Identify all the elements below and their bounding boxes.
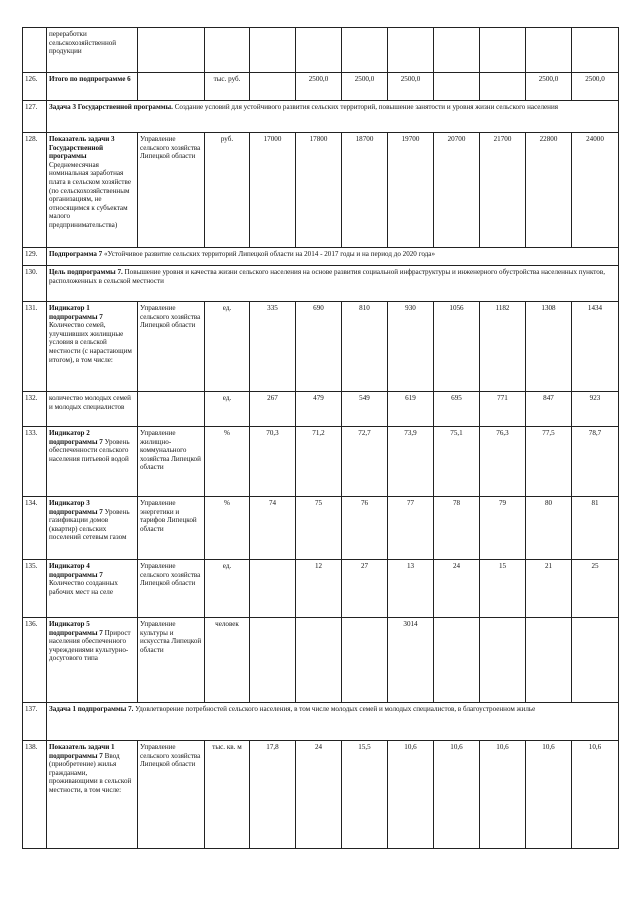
year-value: 923: [572, 392, 619, 427]
year-value: [342, 28, 388, 73]
indicator-title: Итого по подпрограмме 6: [49, 75, 131, 83]
section-heading: [47, 703, 619, 741]
year-value: 10,6: [572, 741, 619, 849]
year-value: 24: [296, 741, 342, 849]
indicator-name: [47, 392, 138, 427]
unit-of-measure: тыс. кв. м: [205, 741, 250, 849]
year-value: 810: [342, 302, 388, 392]
year-value: 77,5: [526, 427, 572, 497]
year-value: 2500,0: [572, 73, 619, 101]
table-row: [23, 73, 619, 101]
responsible-body: Управление культуры и искусства Липецкой области: [138, 618, 205, 703]
year-value: 24: [434, 560, 480, 618]
table-row: [23, 560, 619, 618]
year-value: [250, 28, 296, 73]
year-value: 2500,0: [342, 73, 388, 101]
year-value: [480, 73, 526, 101]
year-value: 1182: [480, 302, 526, 392]
year-value: [572, 618, 619, 703]
year-value: 479: [296, 392, 342, 427]
responsible-body: Управление сельского хозяйства Липецкой области: [138, 560, 205, 618]
year-value: 21: [526, 560, 572, 618]
year-value: 20700: [434, 133, 480, 248]
year-value: [572, 28, 619, 73]
section-heading-text: Удовлетворение потребностей сельского населения, в том числе молодых семей и молодых специалистов, в благоустроенном жилье: [133, 705, 536, 713]
year-value: 15: [480, 560, 526, 618]
year-value: 70,3: [250, 427, 296, 497]
row-number: 136.: [23, 618, 47, 703]
year-value: 71,2: [296, 427, 342, 497]
year-value: 78: [434, 497, 480, 560]
row-number: 133.: [23, 427, 47, 497]
year-value: 80: [526, 497, 572, 560]
responsible-body: Управление энергетики и тарифов Липецкой области: [138, 497, 205, 560]
year-value: 78,7: [572, 427, 619, 497]
responsible-body: [138, 28, 205, 73]
year-value: [388, 28, 434, 73]
indicator-name: [47, 497, 138, 560]
year-value: 76: [342, 497, 388, 560]
year-value: [342, 618, 388, 703]
indicator-title: Индикатор 4 подпрограммы 7: [49, 562, 103, 579]
responsible-body: Управление сельского хозяйства Липецкой области: [138, 741, 205, 849]
year-value: 619: [388, 392, 434, 427]
section-heading-bold: Цель подпрограммы 7.: [49, 268, 123, 276]
indicator-title: Индикатор 2 подпрограммы 7: [49, 429, 103, 446]
year-value: 695: [434, 392, 480, 427]
year-value: 24000: [572, 133, 619, 248]
indicator-name: [47, 560, 138, 618]
indicator-name: [47, 302, 138, 392]
row-number: 127.: [23, 101, 47, 133]
year-value: [250, 73, 296, 101]
table-row: [23, 28, 619, 73]
row-number: 135.: [23, 560, 47, 618]
year-value: [250, 618, 296, 703]
year-value: 15,5: [342, 741, 388, 849]
row-number: 132.: [23, 392, 47, 427]
year-value: 267: [250, 392, 296, 427]
year-value: 690: [296, 302, 342, 392]
row-number: 138.: [23, 741, 47, 849]
unit-of-measure: человек: [205, 618, 250, 703]
indicator-title: Показатель задачи 1 подпрограммы 7: [49, 743, 115, 760]
indicator-name: [47, 133, 138, 248]
year-value: 549: [342, 392, 388, 427]
row-number: 128.: [23, 133, 47, 248]
year-value: 13: [388, 560, 434, 618]
unit-of-measure: ед.: [205, 560, 250, 618]
year-value: 21700: [480, 133, 526, 248]
table-row: [23, 741, 619, 849]
year-value: 10,6: [526, 741, 572, 849]
year-value: 75,1: [434, 427, 480, 497]
year-value: 1308: [526, 302, 572, 392]
unit-of-measure: %: [205, 427, 250, 497]
year-value: [434, 618, 480, 703]
table-row: [23, 248, 619, 266]
year-value: 1434: [572, 302, 619, 392]
year-value: 72,7: [342, 427, 388, 497]
indicator-name: [47, 73, 138, 101]
responsible-body: Управление жилищно-коммунального хозяйства Липецкой области: [138, 427, 205, 497]
responsible-body: Управление сельского хозяйства Липецкой области: [138, 133, 205, 248]
row-number: 137.: [23, 703, 47, 741]
responsible-body: Управление сельского хозяйства Липецкой области: [138, 302, 205, 392]
section-heading-text: «Устойчивое развитие сельских территорий Липецкой области на 2014 - 2017 годы и на период до 2020 года»: [102, 250, 435, 258]
year-value: 2500,0: [296, 73, 342, 101]
table-row: [23, 427, 619, 497]
table-row: [23, 392, 619, 427]
year-value: [526, 618, 572, 703]
year-value: [434, 28, 480, 73]
unit-of-measure: ед.: [205, 302, 250, 392]
table-row: [23, 618, 619, 703]
year-value: 930: [388, 302, 434, 392]
year-value: 12: [296, 560, 342, 618]
section-heading: [47, 266, 619, 302]
year-value: 19700: [388, 133, 434, 248]
unit-of-measure: %: [205, 497, 250, 560]
indicator-name: [47, 28, 138, 73]
year-value: [296, 28, 342, 73]
year-value: 10,6: [480, 741, 526, 849]
year-value: 77: [388, 497, 434, 560]
unit-of-measure: тыс. руб.: [205, 73, 250, 101]
section-heading-bold: Задача 1 подпрограммы 7.: [49, 705, 134, 713]
year-value: [296, 618, 342, 703]
indicators-table: [22, 27, 619, 849]
indicator-name: [47, 427, 138, 497]
year-value: [480, 28, 526, 73]
year-value: 3014: [388, 618, 434, 703]
table-row: [23, 302, 619, 392]
indicator-title: Индикатор 3 подпрограммы 7: [49, 499, 103, 516]
year-value: 2500,0: [388, 73, 434, 101]
row-number: [23, 28, 47, 73]
table-row: [23, 497, 619, 560]
year-value: 75: [296, 497, 342, 560]
indicator-description: Прирост населения обеспеченного учреждениями культурно-досугового типа: [49, 628, 131, 663]
year-value: 25: [572, 560, 619, 618]
table-row: [23, 133, 619, 248]
year-value: 27: [342, 560, 388, 618]
year-value: 73,9: [388, 427, 434, 497]
year-value: 74: [250, 497, 296, 560]
indicator-name: [47, 741, 138, 849]
row-number: 126.: [23, 73, 47, 101]
section-heading: [47, 248, 619, 266]
year-value: 10,6: [388, 741, 434, 849]
year-value: 81: [572, 497, 619, 560]
year-value: [250, 560, 296, 618]
indicator-title: Показатель задачи 3 Государственной программы: [49, 135, 115, 161]
indicator-description: Количество созданных рабочих мест на селе: [49, 579, 118, 596]
unit-of-measure: ед.: [205, 392, 250, 427]
year-value: 79: [480, 497, 526, 560]
table-row: [23, 703, 619, 741]
year-value: 335: [250, 302, 296, 392]
indicator-description: Количество семей, улучшивших жилищные условия в сельской местности (с нарастающим итогом), в том числе:: [49, 321, 132, 364]
year-value: 771: [480, 392, 526, 427]
year-value: 22800: [526, 133, 572, 248]
year-value: 18700: [342, 133, 388, 248]
year-value: 17,8: [250, 741, 296, 849]
indicator-description: Уровень газификации домов (квартир) сельских поселений сетевым газом: [49, 507, 130, 542]
year-value: 847: [526, 392, 572, 427]
section-heading-text: Создание условий для устойчивого развития сельских территорий, повышение занятости и уровня жизни сельского населения: [172, 103, 559, 111]
section-heading-bold: Подпрограмма 7: [49, 250, 103, 258]
indicator-description: количество молодых семей и молодых специалистов: [49, 394, 131, 411]
year-value: 76,3: [480, 427, 526, 497]
responsible-body: [138, 392, 205, 427]
table-row: [23, 266, 619, 302]
indicator-description: Ввод (приобретение) жилья гражданами, проживающими в сельской местности, в том числе:: [49, 751, 132, 794]
year-value: [526, 28, 572, 73]
unit-of-measure: [205, 28, 250, 73]
responsible-body: [138, 73, 205, 101]
row-number: 130.: [23, 266, 47, 302]
section-heading-text: Повышение уровня и качества жизни сельского населения на основе развития социальной инфраструктуры и инженерного обустройства населенных пунктов, расположенных в сельской местности: [49, 268, 605, 285]
year-value: 17000: [250, 133, 296, 248]
row-number: 134.: [23, 497, 47, 560]
year-value: 10,6: [434, 741, 480, 849]
year-value: 2500,0: [526, 73, 572, 101]
indicator-title: Индикатор 1 подпрограммы 7: [49, 304, 103, 321]
indicator-description: Уровень обеспеченности сельского населения питьевой водой: [49, 437, 130, 463]
row-number: 129.: [23, 248, 47, 266]
unit-of-measure: руб.: [205, 133, 250, 248]
row-number: 131.: [23, 302, 47, 392]
year-value: [480, 618, 526, 703]
table-row: [23, 101, 619, 133]
section-heading: [47, 101, 619, 133]
indicator-description: переработки сельскохозяйственной продукции: [49, 30, 117, 56]
year-value: [434, 73, 480, 101]
year-value: 17800: [296, 133, 342, 248]
section-heading-bold: Задача 3 Государственной программы.: [49, 103, 173, 111]
year-value: 1056: [434, 302, 480, 392]
indicator-name: [47, 618, 138, 703]
indicator-title: Индикатор 5 подпрограммы 7: [49, 620, 103, 637]
indicator-description: Среднемесячная номинальная заработная плата в сельском хозяйстве (по сельскохозяйственным организациям, не относящимся к субъектам малого предпринимательства): [49, 160, 131, 229]
